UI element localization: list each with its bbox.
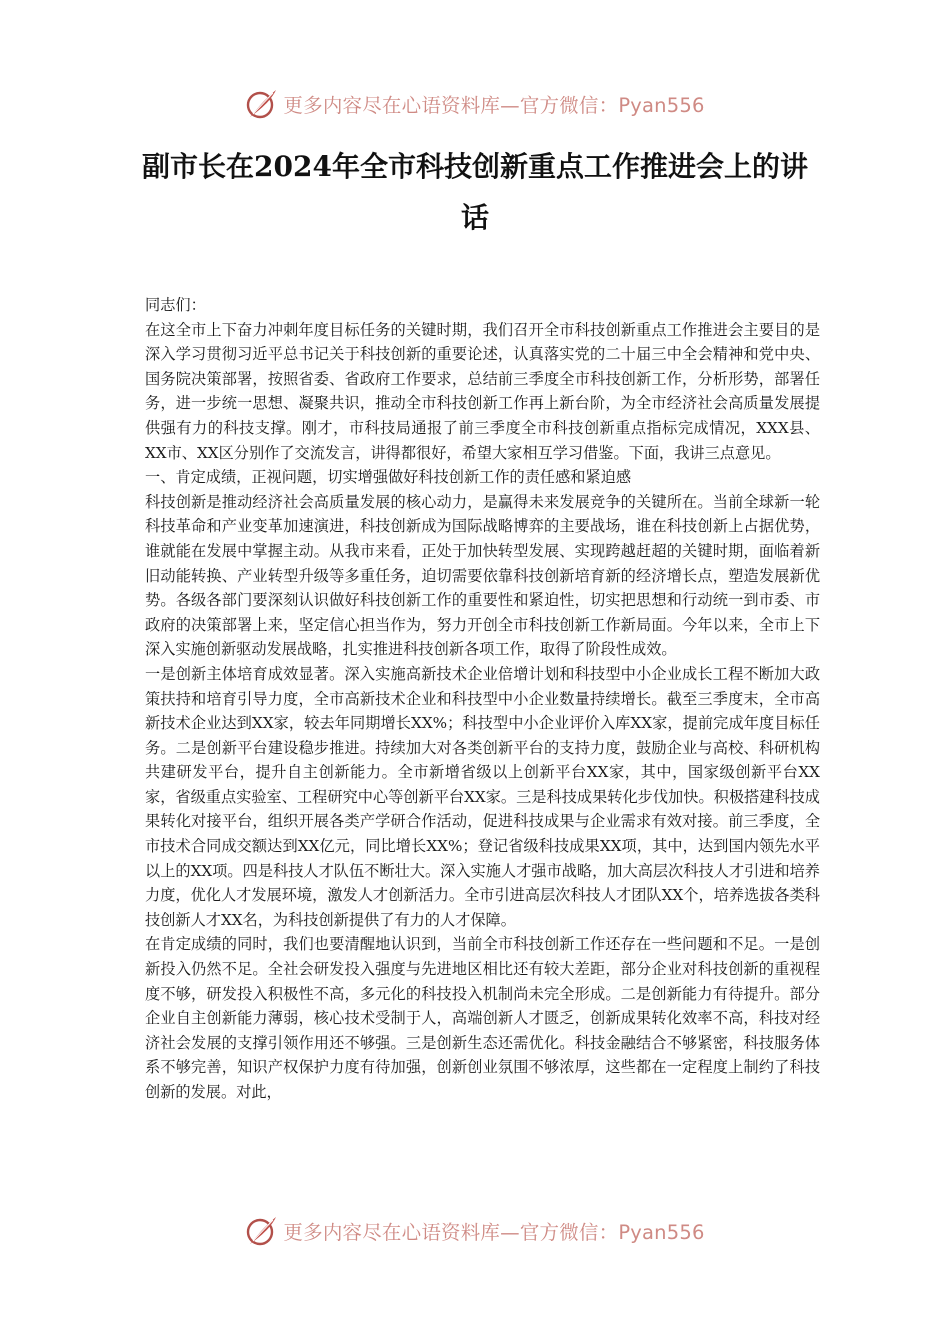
watermark-banner-bottom <box>0 1211 950 1251</box>
salutation: 同志们： <box>145 296 206 314</box>
paragraph-achievements: 一是创新主体培育成效显著。深入实施高新技术企业倍增计划和科技型中小企业成长工程不断加大政策扶持和培育引导力度，全市高新技术企业和科技型中小企业数量持续增长。截至三季度末，全市高新技术企业达到XX家，较去年同期增长XX%；科技型中小企业评价入库XX家，提前完成年度目标任务。二是创新平台建设稳步推进。持续加大对各类创新平台的支持力度，鼓励企业与高校、科研机构共建研发平台，提升自主创新能力。全市新增省级以上创新平台XX家，其中，国家级创新平台XX家，省级重点实验室、工程研究中心等创新平台XX家。三是科技成果转化步伐加快。积极搭建科技成果转化对接平台，组织开展各类产学研合作活动，促进科技成果与企业需求有效对接。前三季度，全市技术合同成交额达到XX亿元，同比增长XX%；登记省级科技成果XX项，其中，达到国内领先水平以上的XX项。四是科技人才队伍不断壮大。深入实施人才强市战略，加大高层次科技人才引进和培养力度，优化人才发展环境，激发人才创新活力。全市引进高层次科技人才团队XX个，培养选拔各类科技创新人才XX名，为科技创新提供了有力的人才保障。 <box>145 664 820 929</box>
section-heading-1: 一、肯定成绩，正视问题，切实增强做好科技创新工作的责任感和紧迫感 <box>145 468 631 487</box>
document-title: 副市长在2024年全市科技创新重点工作推进会上的讲话 <box>142 150 808 234</box>
quill-pen-logo-icon <box>245 1214 279 1248</box>
paragraph-intro: 在这全市上下奋力冲刺年度目标任务的关键时期，我们召开全市科技创新重点工作推进会主要目的是深入学习贯彻习近平总书记关于科技创新的重要论述，认真落实党的二十届三中全会精神和党中央、国务院决策部署，按照省委、省政府工作要求，总结前三季度全市科技创新工作，分析形势，部署任务，进一步统一思想、凝聚共识，推动全市科技创新工作再上新台阶，为全市经济社会高质量发展提供强有力的科技支撑。刚才，市科技局通报了前三季度全市科技创新重点指标完成情况，XXX县、XX市、XX区分别作了交流发言，讲得都很好，希望大家相互学习借鉴。下面，我讲三点意见。 <box>145 320 820 462</box>
paragraph-problems: 在肯定成绩的同时，我们也要清醒地认识到，当前全市科技创新工作还存在一些问题和不足。一是创新投入仍然不足。全社会研发投入强度与先进地区相比还有较大差距，部分企业对科技创新的重视程度不够，研发投入积极性不高，多元化的科技投入机制尚未完全形成。二是创新能力有待提升。部分企业自主创新能力薄弱，核心技术受制于人，高端创新人才匮乏，创新成果转化效率不高，科技对经济社会发展的支撑引领作用还不够强。三是创新生态还需优化。科技金融结合不够紧密，科技服务体系不够完善，知识产权保护力度有待加强，创新创业氛围不够浓厚，这些都在一定程度上制约了科技创新的发展。对此， <box>145 935 820 1101</box>
watermark-banner-top <box>0 84 950 124</box>
watermark-text: 更多内容尽在心语资料库—官方微信：Pyan556 <box>283 1221 705 1244</box>
document-body <box>145 293 820 1105</box>
quill-pen-logo-icon <box>245 87 279 121</box>
watermark-text: 更多内容尽在心语资料库—官方微信：Pyan556 <box>283 94 705 117</box>
paragraph-significance: 科技创新是推动经济社会高质量发展的核心动力，是赢得未来发展竞争的关键所在。当前全球新一轮科技革命和产业变革加速演进，科技创新成为国际战略博弈的主要战场，谁在科技创新上占据优势，谁就能在发展中掌握主动。从我市来看，正处于加快转型发展、实现跨越赶超的关键时期，面临着新旧动能转换、产业转型升级等多重任务，迫切需要依靠科技创新培育新的经济增长点，塑造发展新优势。各级各部门要深刻认识做好科技创新工作的重要性和紧迫性，切实把思想和行动统一到市委、市政府的决策部署上来，坚定信心担当作为，努力开创全市科技创新工作新局面。今年以来，全市上下深入实施创新驱动发展战略，扎实推进科技创新各项工作，取得了阶段性成效。 <box>145 492 820 659</box>
